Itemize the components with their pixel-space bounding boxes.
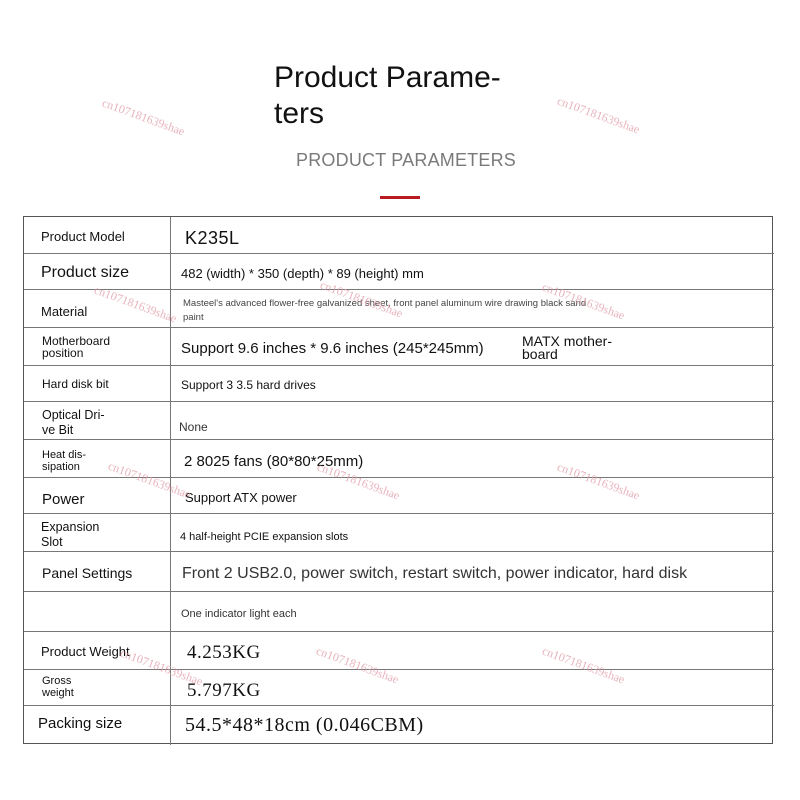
page-subtitle: PRODUCT PARAMETERS	[296, 150, 516, 170]
watermark: cn107181639shae	[100, 95, 187, 139]
table-row	[24, 705, 774, 745]
row-value: 4.253KG	[187, 642, 261, 663]
watermark: cn107181639shae	[315, 459, 402, 503]
row-label: Gross weight	[42, 675, 74, 699]
table-row	[24, 365, 774, 401]
table-row	[24, 217, 774, 253]
row-label: Packing size	[38, 715, 123, 732]
row-value: Masteel's advanced flower-free galvanized sheet, front panel aluminum wire drawing black sand paint	[183, 298, 587, 323]
watermark: cn107181639shae	[318, 277, 405, 321]
row-value: 4 half-height PCIE expansion slots	[180, 531, 349, 543]
watermark: cn107181639shae	[555, 459, 642, 503]
row-value: K235L	[185, 228, 240, 248]
watermark: cn107181639shae	[92, 282, 179, 326]
row-value: 482 (width) * 350 (depth) * 89 (height) mm	[181, 266, 424, 281]
page-title: Product Parame- ters	[274, 61, 501, 130]
watermark: cn107181639shae	[118, 645, 205, 689]
row-value: Support 3 3.5 hard drives	[181, 378, 316, 392]
row-label: Panel Settings	[42, 565, 133, 581]
row-label: Product Weight	[41, 644, 130, 659]
table-row	[24, 551, 774, 591]
watermark: cn107181639shae	[555, 93, 642, 137]
table-row	[24, 513, 774, 551]
row-value: 2 8025 fans (80*80*25mm)	[184, 453, 364, 470]
row-label: Product size	[41, 264, 130, 281]
row-value: Support ATX power	[185, 490, 297, 505]
row-label: Expansion Slot	[41, 520, 100, 549]
table-row	[24, 401, 774, 439]
row-value-extra: MATX mother- board	[522, 333, 612, 362]
row-value: Support 9.6 inches * 9.6 inches (245*245mm)	[181, 340, 484, 357]
row-label: Product Model	[41, 229, 125, 244]
row-label: Hard disk bit	[42, 377, 109, 391]
row-label: Optical Dri- ve Bit	[42, 408, 105, 437]
row-label: Heat dis- sipation	[42, 449, 87, 473]
watermark: cn107181639shae	[106, 458, 193, 502]
table-row	[24, 327, 774, 365]
row-label: Power	[42, 491, 85, 508]
table-row	[24, 591, 774, 631]
row-label: Motherboard position	[42, 334, 111, 360]
row-label: Material	[41, 304, 88, 319]
row-value: 54.5*48*18cm (0.046CBM)	[185, 714, 424, 736]
row-value: 5.797KG	[187, 680, 261, 701]
watermark: cn107181639shae	[540, 279, 627, 323]
row-value: Front 2 USB2.0, power switch, restart switch, power indicator, hard disk	[182, 565, 688, 582]
row-value: One indicator light each	[181, 608, 297, 620]
watermark: cn107181639shae	[314, 643, 401, 687]
row-value: None	[179, 420, 208, 434]
watermark: cn107181639shae	[540, 643, 627, 687]
table-row	[24, 253, 774, 289]
accent-divider	[380, 196, 420, 199]
